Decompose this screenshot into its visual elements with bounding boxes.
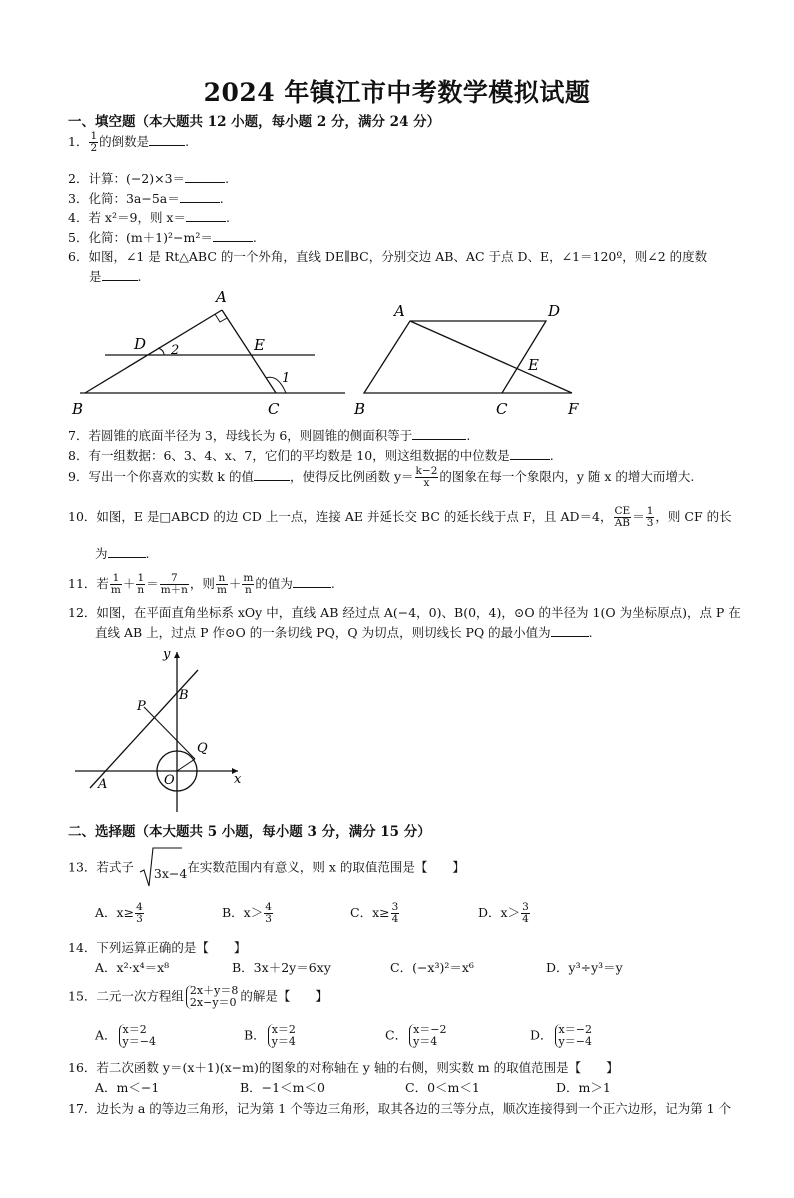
question-10-cont: 为 . [95, 546, 150, 561]
equation-system: 2x＋y＝8 2x−y＝0 [186, 985, 238, 1009]
q13-option-a: A．x≥ $\frac{4}{3}$ [95, 901, 143, 925]
question-11: 11．若 $\frac{1}{m}$ ＋ $\frac{1}{n}$ ＝ $\frac{7}{m+n}$ ，则 $\frac{n}{m}$ ＋ $\frac{m}{n}$ 的值为 . [68, 572, 335, 596]
q16-option-a: A．m＜−1 [95, 1080, 160, 1095]
section-1-heading: 一、填空题（本大题共 12 小题，每小题 2 分，满分 24 分） [68, 114, 441, 130]
q16-option-c: C．0＜m＜1 [405, 1080, 480, 1095]
figure-parallelogram [350, 296, 590, 421]
question-17: 17．边长为 a 的等边三角形，记为第 1 个等边三角形，取其各边的三等分点，顺次连接得到一个正六边形，记为第 1 个 [68, 1101, 732, 1116]
fig3-label-y: y [163, 647, 171, 662]
q14-option-b: B．3x＋2y＝6xy [232, 960, 331, 975]
q15-option-b: B． x＝2 y＝4 [244, 1023, 296, 1048]
fig3-label-x: x [234, 772, 242, 787]
fig1-angle-1: 1 [282, 371, 291, 386]
question-13: 13．若式子 3x−4在实数范围内有意义，则 x 的取值范围是【 】 [68, 846, 465, 890]
question-10: 10．如图，E 是□ABCD 的边 CD 上一点，连接 AE 并延长交 BC 的延长线于点 F，且 AD＝4， $\frac{CE}{AB}$ ＝ $\frac{1}{3}$ ，则 CF 的长 [68, 505, 732, 529]
q15-option-c: C． x＝−2 y＝4 [385, 1023, 447, 1048]
q14-option-c: C．(−x³)²＝x⁶ [390, 960, 474, 975]
fig3-label-p: P [137, 699, 146, 714]
figure-coordinate-plane [70, 640, 255, 815]
fig2-label-b: B [354, 400, 366, 418]
q14-option-d: D．y³÷y³＝y [546, 960, 623, 975]
q16-option-b: B．−1＜m＜0 [240, 1080, 325, 1095]
question-8: 8．有一组数据：6、3、4、x、7，它们的平均数是 10，则这组数据的中位数是 . [68, 448, 554, 463]
q15-option-a: A． x＝2 y＝−4 [95, 1023, 156, 1048]
section-2-heading: 二、选择题（本大题共 5 小题，每小题 3 分，满分 15 分） [68, 824, 431, 840]
q16-option-d: D．m＞1 [556, 1080, 611, 1095]
question-4: 4．若 x²＝9，则 x＝ . [68, 210, 230, 225]
q15-option-d: D． x＝−2 y＝−4 [530, 1023, 592, 1048]
q13-option-b: B．x＞ $\frac{4}{3}$ [222, 901, 272, 925]
question-12-cont: 直线 AB 上，过点 P 作⊙O 的一条切线 PQ，Q 为切点，则切线长 PQ 的最小值为 . [95, 625, 593, 640]
fig1-label-e: E [254, 336, 265, 354]
question-1: 1． $\frac{1}{2}$ 的倒数是 . [68, 130, 190, 154]
fig2-label-c: C [496, 400, 508, 418]
question-3: 3．化简：3a−5a＝ . [68, 191, 224, 206]
fig1-angle-2: 2 [171, 343, 180, 358]
fig1-label-a: A [216, 288, 227, 306]
fig3-label-o: O [164, 773, 175, 788]
fig3-label-a: A [98, 777, 108, 792]
question-9: 9．写出一个你喜欢的实数 k 的值 ，使得反比例函数 y＝ $\frac{k-2}{x}$ 的图象在每一个象限内，y 随 x 的增大而增大. [68, 465, 695, 489]
fig3-label-b: B [179, 688, 189, 703]
page-title: 2024 年镇江市中考数学模拟试题 [203, 78, 591, 107]
question-2: 2．计算：(−2)×3＝ . [68, 171, 230, 186]
q13-option-d: D．x＞ $\frac{3}{4}$ [478, 901, 529, 925]
question-12: 12．如图，在平面直角坐标系 xOy 中，直线 AB 经过点 A(−4，0)、B(0，4)，⊙O 的半径为 1(O 为坐标原点)，点 P 在 [68, 605, 741, 620]
question-14: 14．下列运算正确的是【 】 [68, 940, 247, 955]
fig2-label-e: E [528, 356, 539, 374]
fig2-label-a: A [394, 302, 405, 320]
q14-option-a: A．x²·x⁴＝x⁸ [95, 960, 170, 975]
figure-triangle-abc [70, 288, 350, 418]
q13-option-c: C．x≥ $\frac{3}{4}$ [350, 901, 399, 925]
fig2-label-f: F [568, 400, 579, 418]
question-5: 5．化简：(m＋1)²−m²＝ . [68, 230, 257, 245]
fig2-label-d: D [548, 302, 561, 320]
fig1-label-c: C [268, 400, 280, 418]
question-6-cont: 是 . [89, 269, 142, 284]
question-16: 16．若二次函数 y＝(x＋1)(x−m)的图象的对称轴在 y 轴的右侧，则实数 m 的取值范围是【 】 [68, 1060, 619, 1075]
fig1-label-b: B [72, 400, 84, 418]
question-7: 7．若圆锥的底面半径为 3，母线长为 6，则圆锥的侧面积等于 . [68, 428, 471, 443]
fig1-label-d: D [134, 335, 147, 353]
fig3-label-q: Q [197, 741, 208, 756]
question-15: 15．二元一次方程组 2x＋y＝8 2x−y＝0 的解是【 】 [68, 984, 328, 1009]
question-6: 6．如图，∠1 是 Rt△ABC 的一个外角，直线 DE∥BC，分别交边 AB、AC 于点 D、E，∠1＝120º，则∠2 的度数 [68, 249, 708, 264]
